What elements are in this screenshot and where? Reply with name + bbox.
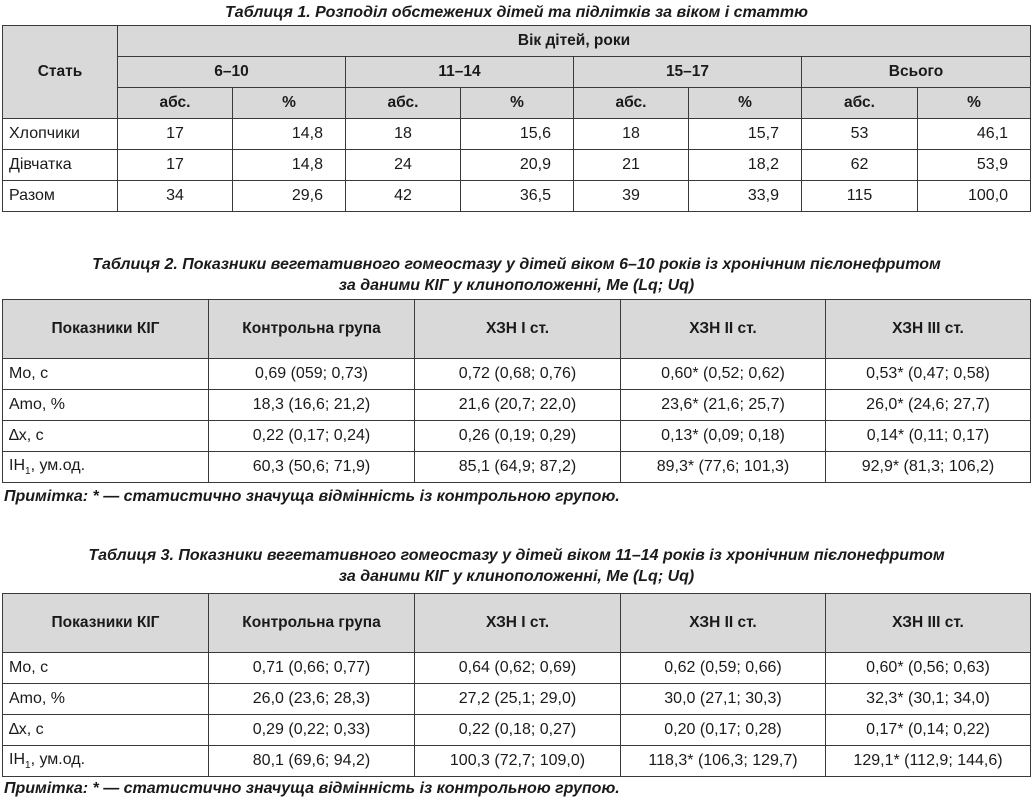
cell: 18 [574, 119, 689, 150]
row-label: $IH_1$, ум.од. [3, 746, 209, 777]
table-row [3, 684, 1031, 715]
cell: 85,1 (64,9; 87,2) [415, 452, 621, 483]
cell: 60,3 (50,6; 71,9) [209, 452, 415, 483]
cell: 0,53* (0,47; 0,58) [826, 359, 1031, 390]
cell: 0,60* (0,56; 0,63) [826, 653, 1031, 684]
header-abs: абс. [118, 88, 233, 119]
header-sex: Стать [3, 26, 118, 119]
header-abs: абс. [802, 88, 918, 119]
header-abs: абс. [574, 88, 689, 119]
cell: 27,2 (25,1; 29,0) [415, 684, 621, 715]
cell: 0,17* (0,14; 0,22) [826, 715, 1031, 746]
header-pct: % [233, 88, 346, 119]
header-ckd3: ХЗН ІІІ ст. [826, 300, 1031, 359]
header-indicator: Показники КІГ [3, 300, 209, 359]
cell: 34 [118, 181, 233, 212]
header-pct: % [461, 88, 574, 119]
row-label: ∆x, c [3, 421, 209, 452]
cell: 26,0 (23,6; 28,3) [209, 684, 415, 715]
row-label: Хлопчики [3, 119, 118, 150]
header-abs: абс. [346, 88, 461, 119]
cell: 0,60* (0,52; 0,62) [621, 359, 826, 390]
table-row [3, 653, 1031, 684]
cell: 129,1* (112,9; 144,6) [826, 746, 1031, 777]
cell: 46,1 [918, 119, 1031, 150]
cell: 0,13* (0,09; 0,18) [621, 421, 826, 452]
cell: 0,29 (0,22; 0,33) [209, 715, 415, 746]
cell: 21 [574, 150, 689, 181]
cell: 53,9 [918, 150, 1031, 181]
header-pct: % [918, 88, 1031, 119]
header-control: Контрольна група [209, 594, 415, 653]
header-group: 6–10 [118, 57, 346, 88]
header-indicator: Показники КІГ [3, 594, 209, 653]
table3-caption: Таблиця 3. Показники вегетативного гомеостазу у дітей віком 11–14 років із хронічним пієлонефритом [88, 547, 945, 564]
cell: 42 [346, 181, 461, 212]
cell: 33,9 [689, 181, 802, 212]
cell: 18,3 (16,6; 21,2) [209, 390, 415, 421]
row-label: Mo, c [3, 359, 209, 390]
header-group: 11–14 [346, 57, 574, 88]
table-row [3, 715, 1031, 746]
header-control: Контрольна група [209, 300, 415, 359]
header-ckd2: ХЗН ІІ ст. [621, 300, 826, 359]
cell: 0,71 (0,66; 0,77) [209, 653, 415, 684]
cell: 89,3* (77,6; 101,3) [621, 452, 826, 483]
row-label: Дівчатка [3, 150, 118, 181]
cell: 115 [802, 181, 918, 212]
header-ckd2: ХЗН ІІ ст. [621, 594, 826, 653]
header-group: 15–17 [574, 57, 802, 88]
cell: 62 [802, 150, 918, 181]
cell: 17 [118, 119, 233, 150]
cell: 0,69 (059; 0,73) [209, 359, 415, 390]
cell: 80,1 (69,6; 94,2) [209, 746, 415, 777]
row-label: Разом [3, 181, 118, 212]
table2-caption: Таблиця 2. Показники вегетативного гомеостазу у дітей віком 6–10 років із хронічним пієлонефритом [92, 256, 941, 273]
row-label: Mo, c [3, 653, 209, 684]
cell: 0,62 (0,59; 0,66) [621, 653, 826, 684]
cell: 14,8 [233, 150, 346, 181]
cell: 100,3 (72,7; 109,0) [415, 746, 621, 777]
row-label: Amo, % [3, 390, 209, 421]
cell: 32,3* (30,1; 34,0) [826, 684, 1031, 715]
cell: 0,72 (0,68; 0,76) [415, 359, 621, 390]
cell: 18,2 [689, 150, 802, 181]
table3 [2, 593, 1031, 777]
cell: 26,0* (24,6; 27,7) [826, 390, 1031, 421]
cell: 118,3* (106,3; 129,7) [621, 746, 826, 777]
cell: 92,9* (81,3; 106,2) [826, 452, 1031, 483]
cell: 15,6 [461, 119, 574, 150]
table1-caption: Таблиця 1. Розподіл обстежених дітей та підлітків за віком і статтю [225, 4, 808, 21]
cell: 29,6 [233, 181, 346, 212]
row-label: Amo, % [3, 684, 209, 715]
table-row [3, 421, 1031, 452]
cell: 14,8 [233, 119, 346, 150]
table2-caption-line2: за даними КІГ у клиноположенні, Me (Lq; Uq) [338, 277, 695, 294]
cell: 0,22 (0,17; 0,24) [209, 421, 415, 452]
header-ckd1: ХЗН І ст. [415, 594, 621, 653]
table-row [3, 181, 1031, 212]
cell: 24 [346, 150, 461, 181]
table2 [2, 299, 1031, 483]
table2-note: Примітка: * — статистично значуща відмінність із контрольною групою. [4, 488, 620, 505]
cell: 15,7 [689, 119, 802, 150]
cell: 0,22 (0,18; 0,27) [415, 715, 621, 746]
cell: 0,26 (0,19; 0,29) [415, 421, 621, 452]
header-pct: % [689, 88, 802, 119]
cell: 17 [118, 150, 233, 181]
cell: 23,6* (21,6; 25,7) [621, 390, 826, 421]
table3-note: Примітка: * — статистично значуща відмінність із контрольною групою. [4, 780, 620, 797]
row-label: $IH_1$, ум.од. [3, 452, 209, 483]
table-row [3, 452, 1031, 483]
row-label: ∆x, c [3, 715, 209, 746]
cell: 0,64 (0,62; 0,69) [415, 653, 621, 684]
table3-caption-line2: за даними КІГ у клиноположенні, Me (Lq; Uq) [338, 568, 695, 585]
table-row [3, 150, 1031, 181]
table-row [3, 119, 1031, 150]
header-age: Вік дітей, роки [118, 26, 1031, 57]
table1 [2, 25, 1031, 212]
table-row [3, 390, 1031, 421]
cell: 18 [346, 119, 461, 150]
cell: 20,9 [461, 150, 574, 181]
header-ckd1: ХЗН І ст. [415, 300, 621, 359]
cell: 100,0 [918, 181, 1031, 212]
cell: 0,14* (0,11; 0,17) [826, 421, 1031, 452]
header-group: Всього [802, 57, 1031, 88]
cell: 39 [574, 181, 689, 212]
table-row [3, 359, 1031, 390]
header-ckd3: ХЗН ІІІ ст. [826, 594, 1031, 653]
table-row [3, 746, 1031, 777]
cell: 36,5 [461, 181, 574, 212]
cell: 21,6 (20,7; 22,0) [415, 390, 621, 421]
cell: 53 [802, 119, 918, 150]
cell: 30,0 (27,1; 30,3) [621, 684, 826, 715]
cell: 0,20 (0,17; 0,28) [621, 715, 826, 746]
